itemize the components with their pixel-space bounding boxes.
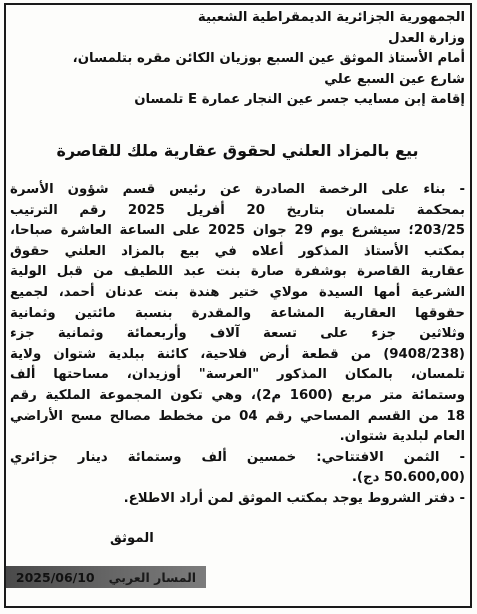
notice-body xyxy=(10,180,465,510)
header-line: إقامة إبن مسايب جسر عين النجار عمارة E تلمسان xyxy=(134,92,465,108)
notice-header xyxy=(10,8,465,111)
body-line: عقارية القاصرة بوشفرة صارة بنت عبد اللطيف من قبل الولية xyxy=(10,264,465,280)
header-line: الجمهورية الجزائرية الديمقراطية الشعبية xyxy=(197,10,465,25)
newspaper-name: المسار العربي xyxy=(108,569,197,585)
body-line: 18 من القسم المساحي رقم 04 من مخطط مصالح مسح الأراضي xyxy=(10,408,465,424)
header-line: أمام الأستاذ الموثق عين السبع بوزيان الكائن مقره بتلمسان، xyxy=(72,51,465,67)
body-line: بمكتب الأستاذ المذكور أعلاه في بيع بالمزاد العلني حقوق xyxy=(10,243,465,259)
publication-footer xyxy=(6,566,206,588)
body-line: بمحكمة تلمسان بتاريخ 20 أفريل 2025 رقم الترتيب xyxy=(10,202,465,218)
notary-signature: الموثق xyxy=(110,531,154,546)
body-line: - دفتر الشروط يوجد بمكتب الموثق لمن أراد الاطلاع. xyxy=(123,490,465,506)
body-line: - الثمن الافتتاحي: خمسين ألف وستمائة دينار جزائري xyxy=(10,449,465,465)
notice-title: بيع بالمزاد العلني لحقوق عقارية ملك للقاصرة xyxy=(56,141,419,160)
body-line: (9408/238) من قطعة أرض فلاحية، كائنة ببلدية شتوان ولاية xyxy=(10,346,465,362)
body-line: - بناء على الرخصة الصادرة عن رئيس قسم شؤون الأسرة xyxy=(10,182,465,197)
publication-date: 2025/06/10 xyxy=(15,569,95,585)
header-line: شارع عين السبع علي xyxy=(324,71,465,87)
body-line: (50.600,00 دج). xyxy=(351,470,465,486)
body-line: العام لبلدية شتوان. xyxy=(339,429,465,445)
header-line: وزارة العدل xyxy=(388,30,465,46)
body-line: الشرعية أمها السيدة مولاي ختير هندة بنت عدنان أحمد، لجميع xyxy=(10,284,465,300)
body-line: تلمسان، بالمكان المذكور "العرسة" أوزيدان، مساحتها ألف xyxy=(10,367,465,383)
body-line: حقوقها العقارية المشاعة والمقدرة بنسبة مائتين وثمانية xyxy=(10,305,465,321)
body-line: وستمائة متر مربع (1600 م2)، وهي تكون المجموعة الملكية رقم xyxy=(10,387,465,403)
body-line: وثلاثين جزء على تسعة آلاف وأربعمائة وثمانية جزء xyxy=(10,326,465,342)
body-line: 203/25؛ سيشرع يوم 29 جوان 2025 على الساعة العاشرة صباحا، xyxy=(10,223,465,239)
